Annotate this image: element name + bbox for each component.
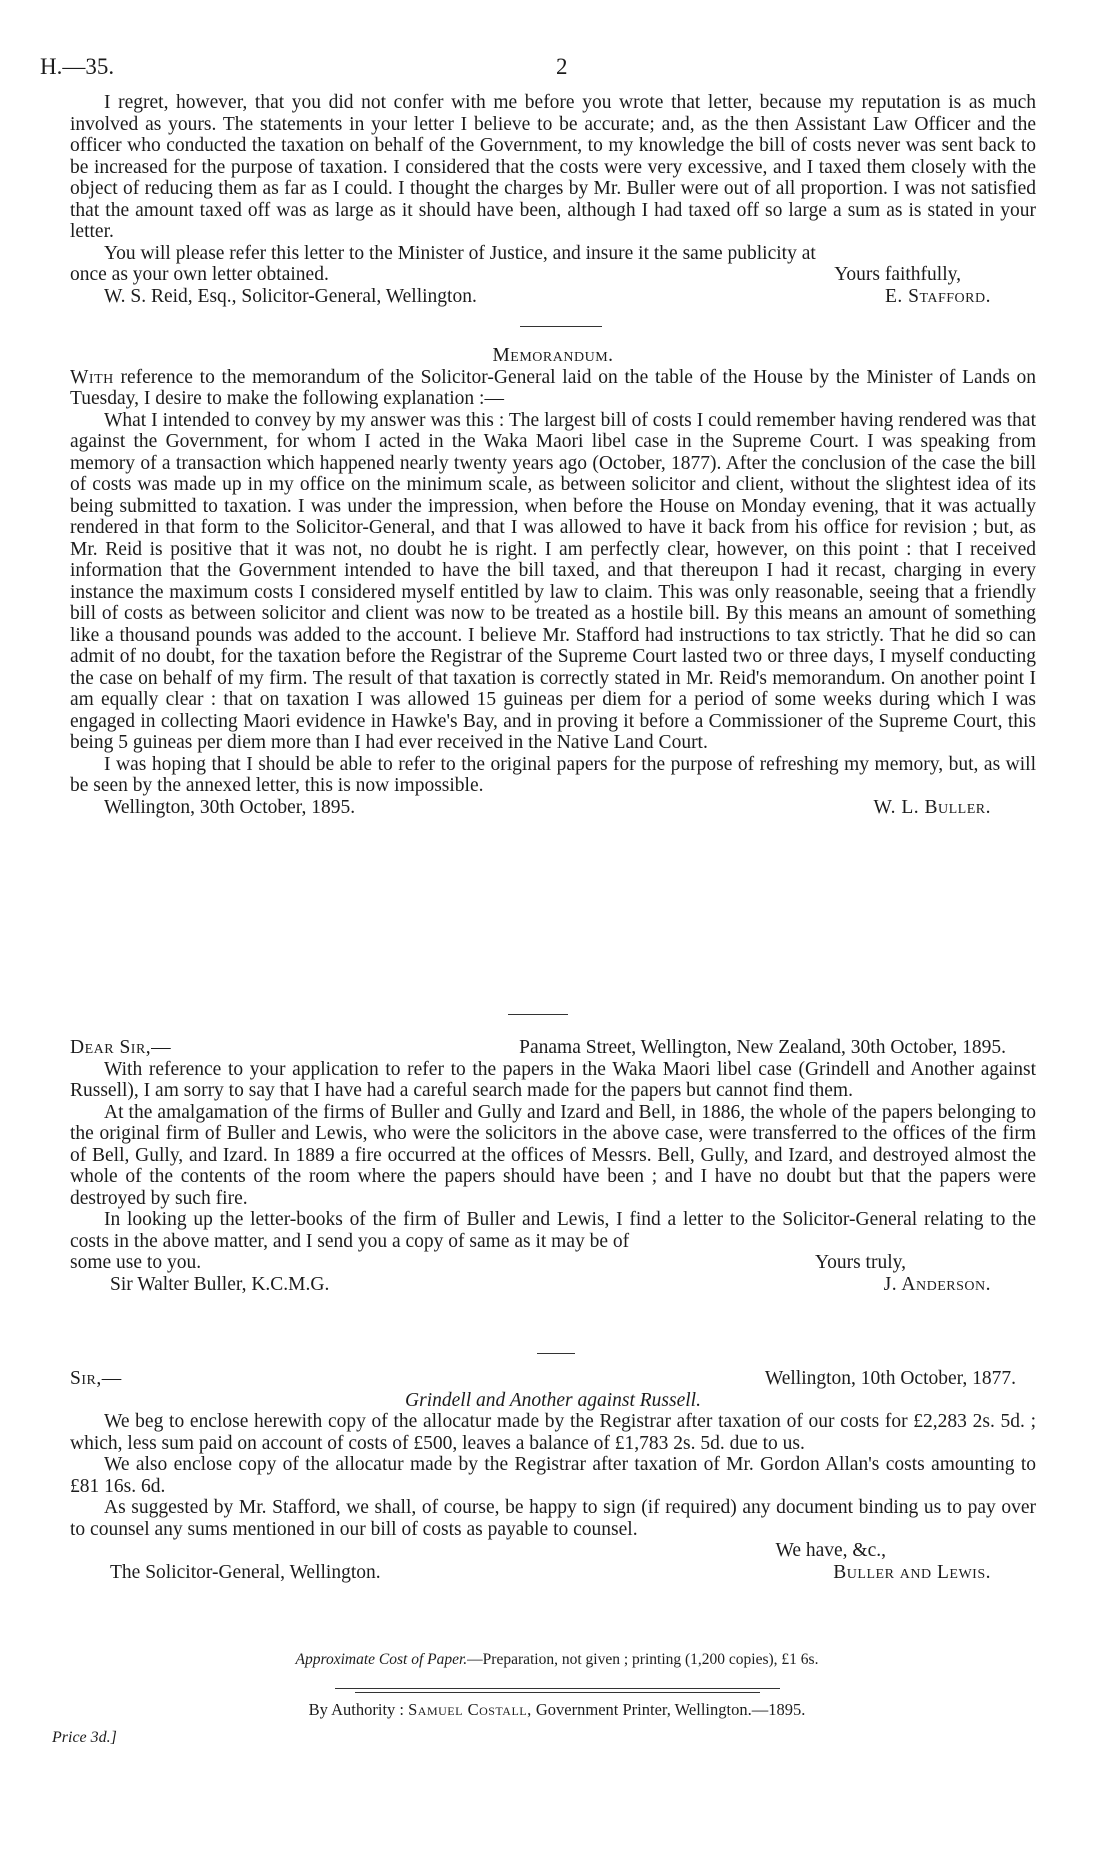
addressee: Sir Walter Buller, K.C.M.G. (110, 1273, 330, 1295)
paragraph: I regret, however, that you did not confer with me before you wrote that letter, because my reputation is as much involved as yours. The statements in your letter I believe to be accurate; and, as the then Assistant Law Officer and the officer who conducted the taxation on behalf of the Government, to my knowledge the bill of costs never was sent back to be increased for the purpose of taxation. I considered that the costs were very excessive, and I taxed them closely with the object of reducing them as far as I could. I thought the charges by Mr. Buller were out of all proportion. I was not satisfied that the amount taxed off was as large as it should have been, although I had taxed off so large a sum as is stated in your letter. (70, 92, 1036, 242)
paragraph: You will please refer this letter to the Minister of Justice, and insure it the same publicity at (104, 242, 816, 264)
salutation-row (70, 1368, 1036, 1390)
closing-row (70, 264, 1036, 286)
closing: Yours truly, (814, 1252, 906, 1273)
paragraph: With reference to your application to refer to the papers in the Waka Maori libel case (Grindell and Another against Russell), I am sorry to say that I have had a careful search made for the papers but cannot find them. (70, 1058, 1036, 1101)
closing-row (70, 1252, 1036, 1274)
closing-row (70, 1540, 1036, 1562)
salutation-row (70, 1037, 1036, 1059)
price: Price 3d.] (52, 1729, 117, 1746)
paragraph: What I intended to convey by my answer was this : The largest bill of costs I could remember having rendered was that against the Government, for whom I acted in the Waka Maori libel case in the Supreme Court. I was speaking from memory of a transaction which happened nearly twenty years ago (October, 1877). After the conclusion of the case the bill of costs was made up in my office on the minimum scale, as between solicitor and client, without the slightest idea of its being submitted to taxation. I was under the impression, when before the House on Monday evening, that it was actually rendered in that form to the Solicitor-General, and that I was allowed to have it back from his office for revision ; but, as Mr. Reid is positive that it was not, no doubt he is right. I am perfectly clear, however, on this point : that I received information that the Government intended to have the bill taxed, and that thereupon I had it recast, charging in every instance the maximum costs I considered myself entitled by law to claim. This was only reasonable, seeing that a friendly bill of costs as between solicitor and client was now to be treated as a hostile bill. By this means an amount of something like a thousand pounds was added to the account. I believe Mr. Stafford had instructions to tax strictly. That he did so can admit of no doubt, for the taxation before the Registrar of the Supreme Court lasted two or three days, I myself conducting the case on behalf of my firm. The result of that taxation is correctly stated in Mr. Reid's memorandum. On another point I am equally clear : that on taxation I was allowed 15 guineas per diem for a period of some weeks during which I was engaged in collecting Maori evidence in Hawke's Bay, and in proving it before a Commissioner of the Supreme Court, this being 5 guineas per diem more than I had ever received in the Native Land Court. (70, 409, 1036, 753)
anderson-letter (70, 1037, 1036, 1295)
authority-line (0, 1699, 1114, 1721)
stafford-letter (70, 92, 1036, 307)
buller-lewis-letter (70, 1368, 1036, 1583)
case-title: Grindell and Another against Russell. (405, 1389, 701, 1411)
footer-rule (335, 1688, 780, 1689)
paragraph: As suggested by Mr. Stafford, we shall, of course, be happy to sign (if required) any document binding us to pay over to counsel any sums mentioned in our bill of costs as payable to counsel. (70, 1497, 1036, 1540)
cost-text: —Preparation, not given ; printing (1,200 copies), £1 6s. (467, 1651, 819, 1668)
document-reference: H.—35. (40, 54, 115, 79)
signature-row (70, 1562, 1036, 1584)
salutation: Sir,— (70, 1368, 122, 1389)
signature-row (70, 1274, 1036, 1296)
paragraph-text: reference to the memorandum of the Solicitor-General laid on the table of the House by the Minister of Lands on Tuesday, I desire to make the following explanation :— (70, 366, 1037, 409)
address-date: Panama Street, Wellington, New Zealand, 30th October, 1895. (519, 1037, 1006, 1058)
date-line: Wellington, 30th October, 1895. (104, 796, 356, 818)
closing: Yours faithfully, (834, 264, 961, 285)
memorandum-title: Memorandum. (492, 345, 614, 366)
last-line: some use to you. (70, 1252, 202, 1273)
divider (508, 1014, 568, 1015)
closing: We have, &c., (775, 1540, 886, 1561)
salutation: Dear Sir,— (70, 1037, 172, 1058)
cost-of-paper (0, 1649, 1114, 1671)
paragraph: At the amalgamation of the firms of Buller and Gully and Izard and Bell, in 1886, the whole of the papers belonging to the original firm of Buller and Lewis, who were the solicitors in the above case, were transferred to the offices of the firm of Bell, Gully, and Izard. In 1889 a fire occurred at the offices of Messrs. Bell, Gully, and Izard, and destroyed almost the whole of the contents of the room where the papers should have been ; and I have no doubt but that the papers were destroyed by such fire. (70, 1101, 1036, 1209)
signature-row (70, 797, 1036, 819)
authority-prefix: By Authority : (308, 1700, 404, 1719)
authority-suffix: Government Printer, Wellington.—1895. (535, 1700, 806, 1719)
letter-date: Wellington, 10th October, 1877. (764, 1368, 1016, 1389)
page-number: 2 (556, 54, 568, 79)
paragraph: In looking up the letter-books of the firm of Buller and Lewis, I find a letter to the Solicitor-General relating to the costs in the above matter, and I send you a copy of same as it may be of (70, 1209, 1036, 1252)
signature-row (70, 286, 1036, 308)
signature: E. Stafford. (884, 285, 991, 307)
footer-rule (355, 1692, 760, 1693)
divider (520, 326, 602, 327)
paragraph (70, 367, 1036, 410)
paragraph: We also enclose copy of the allocatur made by the Registrar after taxation of Mr. Gordon Allan's costs amounting to £81 16s. 6d. (70, 1454, 1036, 1497)
last-line: once as your own letter obtained. (70, 264, 329, 285)
paragraph: I was hoping that I should be able to refer to the original papers for the purpose of refreshing my memory, but, as will be seen by the annexed letter, this is now impossible. (70, 753, 1036, 796)
signature: Buller and Lewis. (833, 1561, 991, 1583)
printer-name: Samuel Costall, (408, 1700, 532, 1719)
cost-label: Approximate Cost of Paper. (295, 1651, 468, 1668)
signature: W. L. Buller. (873, 796, 991, 818)
paragraph: We beg to enclose herewith copy of the allocatur made by the Registrar after taxation of our costs for £2,283 2s. 5d. ; which, less sum paid on account of costs of £500, leaves a balance of £1,783 2s. 5d. due to us. (70, 1411, 1036, 1454)
opening-word: With (70, 366, 114, 388)
divider (537, 1353, 575, 1354)
signature: J. Anderson. (883, 1273, 991, 1295)
memorandum (70, 345, 1036, 818)
addressee: The Solicitor-General, Wellington. (110, 1561, 381, 1583)
addressee: W. S. Reid, Esq., Solicitor-General, Wellington. (104, 285, 477, 307)
